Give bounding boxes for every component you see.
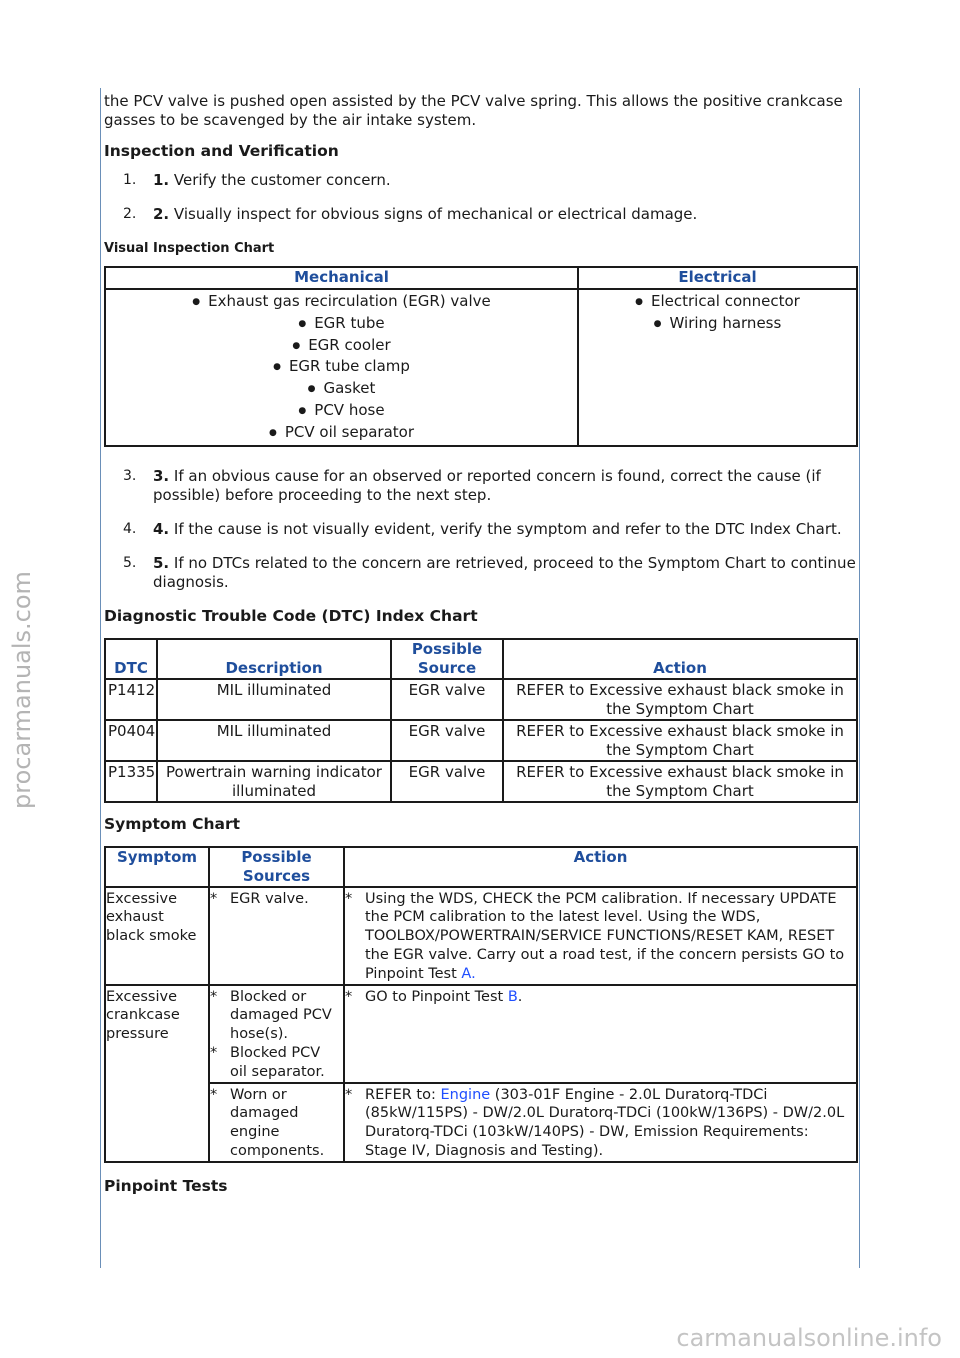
step-bold-number: 4. [153, 519, 170, 538]
action-text: Using the WDS, CHECK the PCM calibration. If necessary UPDATE the PCM calibration to the latest level. Using the WDS, TOOLBOX/POWERTRAIN/SERVICE FUNCTIONS/RESET KAM, RESET the EGR valve. Carry out a road test, if the concern persists GO to Pinpoint Test [365, 890, 845, 982]
symptom-cell: Excessive exhaust black smoke [105, 887, 209, 985]
step-text: Verify the customer concern. [169, 171, 391, 189]
step-bold-number: 1. [153, 171, 170, 189]
list-item: ● Wiring harness [581, 314, 854, 336]
list-item: ● PCV hose [108, 401, 575, 423]
action-text: GO to Pinpoint Test [365, 988, 508, 1005]
electrical-cell [578, 289, 857, 446]
header-electrical: Electrical [578, 267, 857, 289]
dtc-action: REFER to Excessive exhaust black smoke in the Symptom Chart [503, 679, 857, 720]
header-symptom: Symptom [105, 847, 209, 887]
table-row [105, 720, 857, 761]
dtc-code: P0404 [105, 720, 157, 761]
engine-link[interactable]: Engine [440, 1086, 491, 1103]
step-number: 2. [123, 206, 137, 222]
intro-paragraph: the PCV valve is pushed open assisted by the PCV valve spring. This allows the positive crankcase gasses to be scavenged by the air intake system. [104, 92, 843, 129]
source-cell [209, 1083, 344, 1162]
list-item: ● EGR tube [108, 314, 575, 336]
list-item: ● Electrical connector [581, 292, 854, 314]
action-prefix: REFER to: [365, 1086, 441, 1103]
header-possible-source: Possible Source [391, 639, 503, 679]
dtc-code: P1412 [105, 679, 157, 720]
bullet-star: * [345, 1086, 353, 1103]
document-content [104, 92, 856, 1206]
left-margin-line [100, 88, 101, 1268]
inspection-heading: Inspection and Verification [104, 142, 339, 160]
step-bold-number: 2. [153, 205, 170, 223]
bullet-star: * [210, 1044, 218, 1061]
symptom-chart-title: Symptom Chart [104, 814, 241, 833]
step-4 [104, 520, 856, 539]
step-bold-number: 5. [153, 553, 170, 572]
bullet-star: * [210, 988, 218, 1005]
action-cell [344, 887, 857, 985]
dtc-index-table [104, 638, 858, 803]
list-item: ● EGR cooler [108, 336, 575, 358]
pinpoint-b-link[interactable]: B [507, 988, 518, 1005]
bullet-star: * [345, 988, 353, 1005]
visual-chart-title: Visual Inspection Chart [104, 241, 275, 256]
source-text: Blocked PCV oil separator. [230, 1044, 325, 1080]
bullet-star: * [345, 890, 353, 907]
header-mechanical: Mechanical [105, 267, 578, 289]
source-text: Blocked or damaged PCV hose(s). [230, 988, 332, 1043]
source-cell [209, 887, 344, 985]
dtc-source: EGR valve [391, 761, 503, 802]
list-item: ● Gasket [108, 379, 575, 401]
step-number: 4. [123, 520, 137, 537]
action-cell [344, 985, 857, 1083]
source-cell [209, 985, 344, 1083]
source-text: Worn or damaged engine components. [230, 1086, 325, 1159]
step-text: If the cause is not visually evident, verify the symptom and refer to the DTC Index Chart. [169, 519, 842, 538]
link-suffix: . [471, 965, 476, 982]
dtc-description: MIL illuminated [157, 679, 391, 720]
symptom-table [104, 846, 858, 1163]
step-bold-number: 3. [153, 466, 170, 485]
mechanical-cell [105, 289, 578, 446]
step-2 [104, 205, 856, 224]
list-item: ● Exhaust gas recirculation (EGR) valve [108, 292, 575, 314]
step-text: If an obvious cause for an observed or reported concern is found, correct the cause (if possible) before proceeding to the next step. [153, 466, 821, 504]
dtc-source: EGR valve [391, 679, 503, 720]
visual-inspection-table [104, 266, 858, 447]
dtc-description: MIL illuminated [157, 720, 391, 761]
table-row [105, 1083, 857, 1162]
header-possible-sources: Possible Sources [209, 847, 344, 887]
symptom-cell: Excessive crankcase pressure [105, 985, 209, 1162]
dtc-action: REFER to Excessive exhaust black smoke in the Symptom Chart [503, 761, 857, 802]
dtc-action: REFER to Excessive exhaust black smoke in the Symptom Chart [503, 720, 857, 761]
step-number: 5. [123, 554, 137, 571]
source-text: EGR valve. [230, 890, 309, 907]
table-row [105, 985, 857, 1083]
step-number: 1. [123, 172, 137, 188]
list-item: ● EGR tube clamp [108, 357, 575, 379]
step-text: If no DTCs related to the concern are retrieved, proceed to the Symptom Chart to continue diagnosis. [153, 553, 856, 591]
bullet-star: * [210, 1086, 218, 1103]
bottom-watermark: carmanualsonline.info [676, 1324, 942, 1352]
pinpoint-a-link[interactable]: A [461, 965, 472, 982]
action-cell [344, 1083, 857, 1162]
list-item: ● PCV oil separator [108, 423, 575, 445]
pinpoint-heading: Pinpoint Tests [104, 1176, 228, 1195]
dtc-description: Powertrain warning indicator illuminated [157, 761, 391, 802]
side-watermark: procarmanuals.com [8, 571, 36, 809]
header-dtc: DTC [105, 639, 157, 679]
step-5 [104, 554, 856, 592]
table-row [105, 679, 857, 720]
step-number: 3. [123, 467, 137, 484]
header-action: Action [503, 639, 857, 679]
bullet-star: * [210, 890, 218, 907]
header-description: Description [157, 639, 391, 679]
action-text: (303-01F Engine - 2.0L Duratorq-TDCi (85kW/115PS) - DW/2.0L Duratorq-TDCi (100kW/136PS) - DW/2.0L Duratorq-TDCi (103kW/140PS) - DW, Emission Requirements: Stage IV, Diagnosis and Testing). [365, 1086, 845, 1159]
dtc-code: P1335 [105, 761, 157, 802]
dtc-source: EGR valve [391, 720, 503, 761]
table-row [105, 761, 857, 802]
step-1 [104, 171, 856, 190]
header-action: Action [344, 847, 857, 887]
dtc-chart-title: Diagnostic Trouble Code (DTC) Index Chart [104, 606, 478, 625]
table-row [105, 887, 857, 985]
step-3 [104, 467, 856, 505]
step-text: Visually inspect for obvious signs of mechanical or electrical damage. [169, 205, 698, 223]
right-margin-line [859, 88, 860, 1268]
link-suffix: . [517, 988, 523, 1005]
